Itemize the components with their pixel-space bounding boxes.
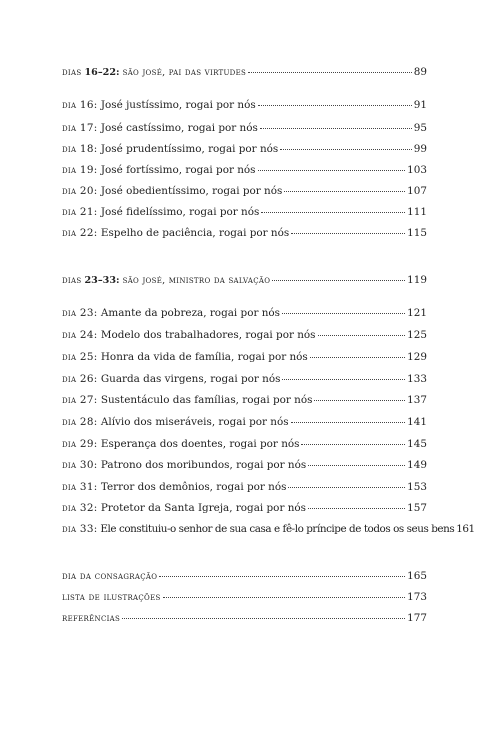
toc-entry-dia-19 xyxy=(62,163,427,177)
toc-entry-dia-21 xyxy=(62,205,427,219)
entry-text: lista de ilustrações xyxy=(62,591,161,603)
dot-leader xyxy=(301,444,405,445)
day-label: dia 20: xyxy=(62,185,98,197)
dot-leader xyxy=(163,597,406,598)
page-number: 157 xyxy=(407,502,427,514)
entry-text: Alívio dos miseráveis, rogai por nós xyxy=(100,416,289,428)
page-number: 177 xyxy=(407,612,427,624)
dot-leader xyxy=(258,105,412,106)
page-number: 103 xyxy=(407,164,427,176)
dot-leader xyxy=(260,128,412,129)
day-label: dia 33: xyxy=(62,523,98,535)
toc-entry-dia-18 xyxy=(62,142,427,156)
toc-entry-dia-25 xyxy=(62,350,427,364)
dot-leader xyxy=(308,508,405,509)
dot-leader xyxy=(282,313,405,314)
day-label: dia 21: xyxy=(62,206,98,218)
dot-leader xyxy=(291,233,405,234)
dot-leader xyxy=(272,280,405,281)
page-number: 125 xyxy=(407,329,427,341)
entry-text: Ele constituiu-o senhor de sua casa e fê-lo príncipe de todos os seus bens xyxy=(100,523,455,535)
day-label: dia 31: xyxy=(62,481,98,493)
toc-entry-ilustracoes xyxy=(62,590,427,604)
dot-leader xyxy=(280,149,412,150)
entry-text: Protetor da Santa Igreja, rogai por nós xyxy=(100,502,306,514)
day-label: dia 17: xyxy=(62,122,98,134)
section-title: são josé, pai das virtudes xyxy=(122,67,247,78)
page-number: 141 xyxy=(407,416,427,428)
toc-entry-dia-20 xyxy=(62,184,427,198)
toc-entry-dia-16 xyxy=(62,98,427,112)
day-label: dia 26: xyxy=(62,373,98,385)
entry-text: Guarda das virgens, rogai por nós xyxy=(100,373,281,385)
toc-entry-dia-28 xyxy=(62,415,427,429)
page-number: 153 xyxy=(407,481,427,493)
page-number: 145 xyxy=(407,438,427,450)
dot-leader xyxy=(258,170,406,171)
page-number: 107 xyxy=(407,185,427,197)
page-number: 121 xyxy=(407,307,427,319)
dot-leader xyxy=(282,379,405,380)
entry-text: Patrono dos moribundos, rogai por nós xyxy=(100,459,307,471)
day-label: dia 28: xyxy=(62,416,98,428)
entry-text: Sustentáculo das famílias, rogai por nós xyxy=(100,394,313,406)
page-number: 161 xyxy=(456,523,475,535)
entry-text: José fortíssimo, rogai por nós xyxy=(100,164,256,176)
toc-entry-consagracao xyxy=(62,569,427,583)
section-prefix: dias xyxy=(62,67,82,78)
page-number: 99 xyxy=(413,143,427,155)
page-number: 133 xyxy=(407,373,427,385)
toc-entry-dia-27 xyxy=(62,393,427,407)
day-label: dia 18: xyxy=(62,143,98,155)
page-number: 165 xyxy=(407,570,427,582)
day-label: dia 25: xyxy=(62,351,98,363)
dot-leader xyxy=(318,335,406,336)
entry-text: Terror dos demônios, rogai por nós xyxy=(100,481,287,493)
entry-text: José obedientíssimo, rogai por nós xyxy=(100,185,283,197)
dot-leader xyxy=(314,400,405,401)
page-number: 91 xyxy=(413,99,427,111)
dot-leader xyxy=(291,422,406,423)
dot-leader xyxy=(288,487,405,488)
dot-leader xyxy=(308,465,405,466)
page-number: 95 xyxy=(413,122,427,134)
section-range: 23–33: xyxy=(84,275,120,286)
entry-text: Honra da vida de família, rogai por nós xyxy=(100,351,308,363)
day-label: dia 29: xyxy=(62,438,98,450)
page-number: 115 xyxy=(407,227,427,239)
dot-leader xyxy=(284,191,405,192)
day-label: dia 24: xyxy=(62,329,98,341)
entry-text: José fidelíssimo, rogai por nós xyxy=(100,206,260,218)
section-heading-dias-16-22 xyxy=(62,65,427,80)
section-range: 16–22: xyxy=(84,67,120,78)
toc-entry-referencias xyxy=(62,611,427,625)
entry-text: referências xyxy=(62,612,121,624)
toc-entry-dia-31 xyxy=(62,480,427,494)
day-label: dia 16: xyxy=(62,99,98,111)
entry-text: José justíssimo, rogai por nós xyxy=(100,99,256,111)
day-label: dia 27: xyxy=(62,394,98,406)
toc-entry-dia-32 xyxy=(62,501,427,515)
day-label: dia 22: xyxy=(62,227,98,239)
entry-text: Esperança dos doentes, rogai por nós xyxy=(100,438,300,450)
dot-leader xyxy=(122,618,405,619)
dot-leader xyxy=(261,212,405,213)
entry-text: José prudentíssimo, rogai por nós xyxy=(100,143,279,155)
dot-leader xyxy=(248,72,412,73)
page-number: 149 xyxy=(407,459,427,471)
dot-leader xyxy=(159,576,405,577)
entry-text: dia da consagração xyxy=(62,570,158,582)
day-label: dia 23: xyxy=(62,307,98,319)
page-number: 129 xyxy=(407,351,427,363)
toc-entry-dia-24 xyxy=(62,328,427,342)
entry-text: Amante da pobreza, rogai por nós xyxy=(100,307,280,319)
dot-leader xyxy=(310,357,405,358)
toc-entry-dia-22 xyxy=(62,226,427,240)
section-prefix: dias xyxy=(62,275,82,286)
toc-entry-dia-26 xyxy=(62,372,427,386)
toc-entry-dia-23 xyxy=(62,306,427,320)
page-number: 111 xyxy=(407,206,427,218)
section-title: são josé, ministro da salvação xyxy=(122,275,271,286)
page-number: 173 xyxy=(407,591,427,603)
entry-text: Espelho de paciência, rogai por nós xyxy=(100,227,290,239)
toc-entry-dia-29 xyxy=(62,437,427,451)
day-label: dia 19: xyxy=(62,164,98,176)
toc-entry-dia-17 xyxy=(62,121,427,135)
day-label: dia 30: xyxy=(62,459,98,471)
page-number: 89 xyxy=(413,66,427,78)
page-number: 137 xyxy=(407,394,427,406)
entry-text: José castíssimo, rogai por nós xyxy=(100,122,258,134)
day-label: dia 32: xyxy=(62,502,98,514)
entry-text: Modelo dos trabalhadores, rogai por nós xyxy=(100,329,316,341)
section-heading-dias-23-33 xyxy=(62,273,427,288)
page-number: 119 xyxy=(407,274,427,286)
toc-entry-dia-33 xyxy=(62,522,475,536)
toc-entry-dia-30 xyxy=(62,458,427,472)
